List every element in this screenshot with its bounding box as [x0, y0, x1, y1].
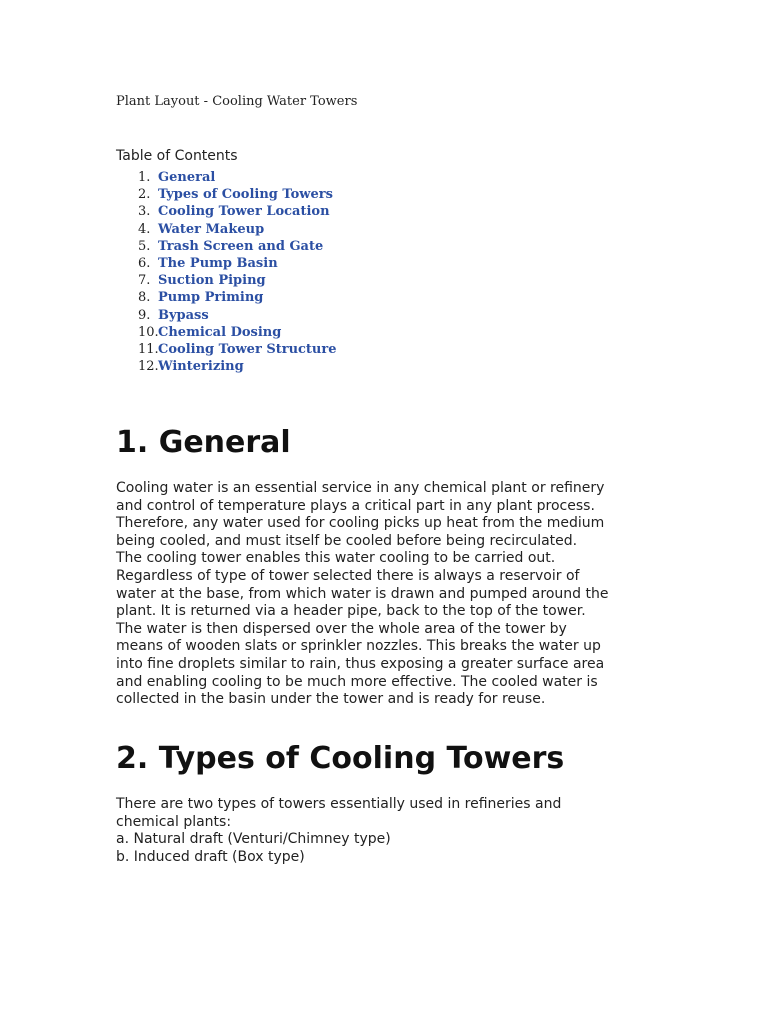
toc-item — [116, 186, 337, 203]
toc-item-number: 12. — [138, 359, 159, 375]
toc-link-pump-priming[interactable]: Pump Priming — [158, 290, 264, 306]
table-of-contents — [116, 169, 337, 375]
toc-item-number: 9. — [138, 307, 151, 323]
toc-item-number: 1. — [138, 170, 151, 185]
toc-item — [116, 169, 337, 186]
paragraph-line: into fine droplets similar to rain, thus exposing a greater surface area — [116, 655, 605, 672]
paragraph-line: being cooled, and must itself be cooled before being recirculated. — [116, 532, 578, 549]
toc-link-suction-piping[interactable]: Suction Piping — [158, 273, 266, 289]
toc-item-number: 6. — [138, 255, 151, 271]
paragraph-line: There are two types of towers essentially used in refineries and — [116, 796, 562, 812]
toc-link-cooling-tower-location[interactable]: Cooling Tower Location — [158, 204, 330, 220]
toc-item — [116, 307, 337, 324]
paragraph-line: means of wooden slats or sprinkler nozzles. This breaks the water up — [116, 638, 601, 655]
section-paragraph-types — [116, 796, 656, 866]
paragraph-line: water at the base, from which water is drawn and pumped around the — [116, 585, 609, 602]
toc-link-winterizing[interactable]: Winterizing — [158, 359, 244, 375]
paragraph-line: The water is then dispersed over the whole area of the tower by — [116, 620, 567, 637]
paragraph-line: b. Induced draft (Box type) — [116, 848, 305, 865]
section-heading-general: 1. General — [116, 425, 291, 460]
paragraph-line: Regardless of type of tower selected there is always a reservoir of — [116, 567, 580, 584]
toc-item-number: 10. — [138, 324, 159, 340]
toc-link-general[interactable]: General — [158, 170, 216, 185]
toc-item-number: 8. — [138, 290, 151, 306]
section-paragraph-general — [116, 480, 656, 709]
toc-link-the-pump-basin[interactable]: The Pump Basin — [158, 255, 278, 271]
toc-item — [116, 289, 337, 306]
document-title: Plant Layout - Cooling Water Towers — [116, 94, 358, 109]
toc-link-cooling-tower-structure[interactable]: Cooling Tower Structure — [158, 341, 337, 357]
paragraph-line: collected in the basin under the tower and is ready for reuse. — [116, 691, 546, 708]
toc-item — [116, 341, 337, 358]
toc-item-number: 2. — [138, 187, 151, 203]
toc-link-water-makeup[interactable]: Water Makeup — [158, 221, 265, 237]
paragraph-line: The cooling tower enables this water cooling to be carried out. — [116, 550, 556, 567]
toc-link-bypass[interactable]: Bypass — [158, 307, 209, 323]
toc-item — [116, 272, 337, 289]
toc-item — [116, 358, 337, 375]
toc-item — [116, 221, 337, 238]
paragraph-line: Therefore, any water used for cooling picks up heat from the medium — [116, 515, 605, 532]
paragraph-line: chemical plants: — [116, 813, 232, 830]
paragraph-line: plant. It is returned via a header pipe, back to the top of the tower. — [116, 603, 586, 620]
toc-item — [116, 255, 337, 272]
toc-item-number: 11. — [138, 341, 159, 357]
paragraph-line: and enabling cooling to be much more effective. The cooled water is — [116, 673, 598, 690]
toc-item-number: 4. — [138, 221, 151, 237]
toc-link-types-of-cooling-towers[interactable]: Types of Cooling Towers — [158, 187, 333, 203]
paragraph-line: and control of temperature plays a critical part in any plant process. — [116, 497, 595, 514]
toc-item-number: 5. — [138, 238, 151, 254]
toc-link-trash-screen-and-gate[interactable]: Trash Screen and Gate — [158, 238, 324, 254]
paragraph-line: a. Natural draft (Venturi/Chimney type) — [116, 831, 391, 848]
paragraph-line: Cooling water is an essential service in any chemical plant or refinery — [116, 480, 605, 496]
section-heading-types-of-cooling-towers: 2. Types of Cooling Towers — [116, 741, 565, 776]
toc-item-number: 3. — [138, 204, 151, 220]
toc-item — [116, 238, 337, 255]
toc-item — [116, 203, 337, 220]
toc-item-number: 7. — [138, 273, 151, 289]
toc-link-chemical-dosing[interactable]: Chemical Dosing — [158, 324, 282, 340]
toc-item — [116, 324, 337, 341]
toc-heading: Table of Contents — [116, 148, 238, 164]
